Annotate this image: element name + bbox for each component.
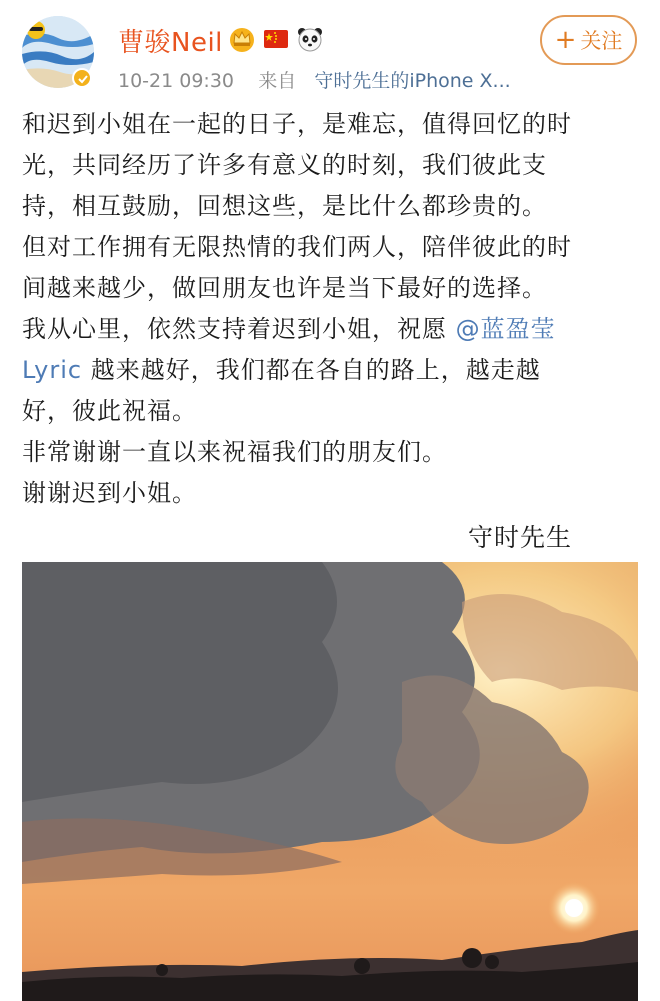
post-line-text: 越来越好，我们都在各自的路上，越走越	[82, 356, 541, 384]
post-meta	[118, 66, 511, 93]
post-line: 光，共同经历了许多有意义的时刻，我们彼此支	[22, 151, 547, 179]
post-image[interactable]	[22, 562, 638, 1001]
plus-icon: +	[554, 25, 577, 55]
post-line: 好，彼此祝福。	[22, 397, 197, 425]
post-signature: 守时先生	[468, 523, 573, 552]
post-line: 但对工作拥有无限热情的我们两人，陪伴彼此的时	[22, 233, 572, 261]
post-line: 和迟到小姐在一起的日子，是难忘，值得回忆的时	[22, 110, 572, 138]
crown-badge-icon	[228, 25, 256, 53]
post-source-link[interactable]: 守时先生的iPhone X...	[314, 70, 511, 92]
username[interactable]: 曹骏Neil	[118, 28, 223, 58]
follow-button[interactable]	[540, 15, 637, 65]
follow-button-label: 关注	[580, 29, 623, 53]
post-line	[22, 350, 622, 391]
source-prefix: 来自	[258, 70, 297, 92]
post-line: 非常谢谢一直以来祝福我们的朋友们。	[22, 438, 447, 466]
china-flag-icon	[262, 25, 290, 53]
post-text	[22, 104, 622, 514]
post-header	[0, 0, 660, 96]
mention-link[interactable]: @蓝盈莹	[455, 315, 556, 343]
post-line: 谢谢迟到小姐。	[22, 479, 197, 507]
post-line	[22, 309, 622, 350]
verified-icon	[72, 68, 92, 88]
panda-icon	[296, 25, 324, 53]
post-line-text: 我从心里，依然支持着迟到小姐，祝愿	[22, 315, 456, 343]
post-timestamp: 10-21 09:30	[118, 70, 235, 92]
user-badges	[228, 24, 324, 54]
post-line: 持，相互鼓励，回想这些，是比什么都珍贵的。	[22, 192, 547, 220]
post-line: 间越来越少，做回朋友也许是当下最好的选择。	[22, 274, 547, 302]
mention-link-continued[interactable]: Lyric	[22, 356, 83, 384]
